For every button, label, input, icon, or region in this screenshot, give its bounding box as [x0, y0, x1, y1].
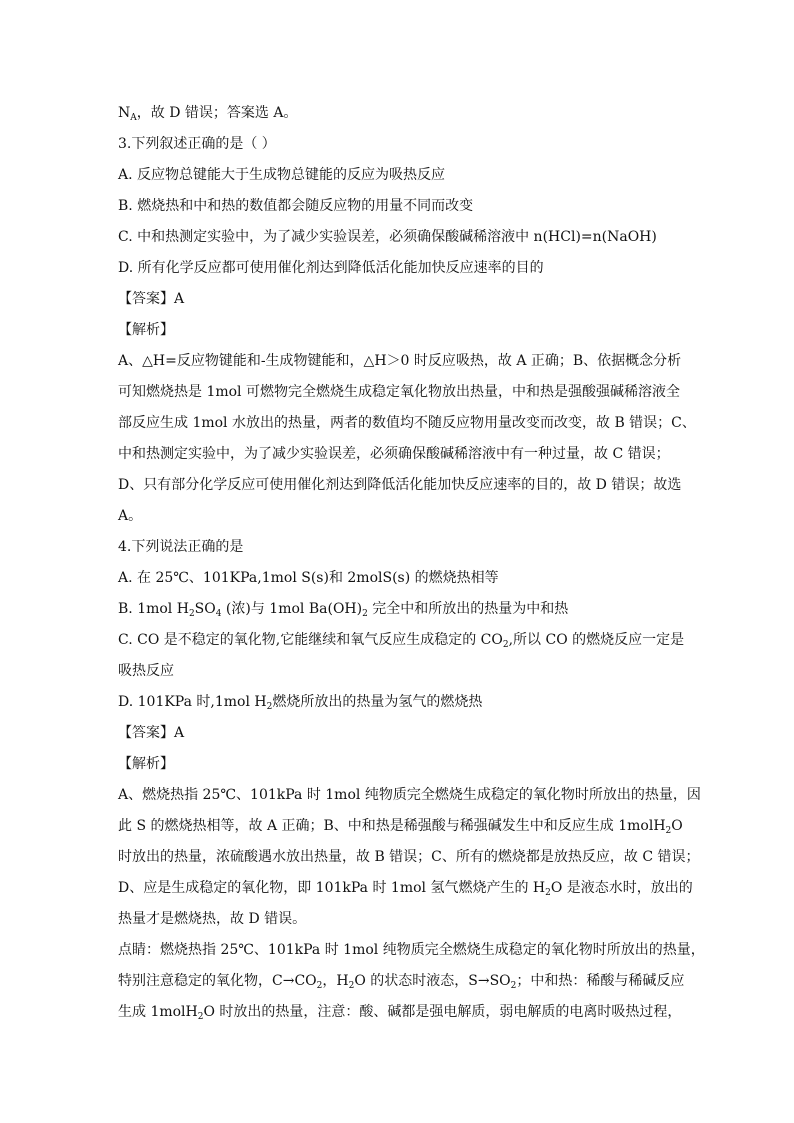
- q3-option-a: A. 反应物总键能大于生成物总键能的反应为吸热反应: [118, 167, 446, 183]
- q4-note-line-3: [118, 1002, 683, 1027]
- q3-analysis-line-6: A。: [118, 508, 143, 524]
- text: O 是液态水时，放出的: [550, 880, 693, 896]
- q3-analysis-line-1: A、△H=反应物键能和-生成物键能和，△H＞0 时反应吸热，故 A 正确；B、依据概念分析: [118, 353, 682, 369]
- text: N: [118, 105, 131, 121]
- q4-option-c-line-1: [118, 630, 683, 655]
- subscript: 2: [188, 609, 195, 619]
- text: 特别注意稳定的氧化物，C→CO: [118, 973, 317, 989]
- subscript: 2: [266, 702, 273, 712]
- q3-option-c: C. 中和热测定实验中，为了减少实验误差，必须确保酸碱稀溶液中 n(HCl)=n(NaOH): [118, 229, 657, 245]
- q4-analysis-heading: 【解析】: [118, 756, 174, 772]
- subscript: 2: [502, 640, 509, 650]
- q4-option-b: [118, 599, 678, 624]
- q4-note-line-1: 点睛：燃烧热指 25℃、101kPa 时 1mol 纯物质完全燃烧生成稳定的氧化物时所放出的热量，: [118, 942, 705, 958]
- text: 燃烧所放出的热量为氢气的燃烧热: [272, 694, 483, 710]
- text: B. 1mol H: [118, 601, 189, 617]
- subscript: 2: [197, 1012, 204, 1022]
- subscript: 2: [510, 981, 517, 991]
- text: 此 S 的燃烧热相等，故 A 正确；B、中和热是稀强酸与稀强碱发生中和反应生成 1molH: [118, 818, 666, 834]
- q3-analysis-line-3: 部反应生成 1mol 水放出的热量，两者的数值均不随反应物用量改变而改变，故 B 错误；C、: [118, 415, 696, 431]
- text: 生成 1molH: [118, 1004, 198, 1020]
- text: SO: [194, 601, 216, 617]
- q4-title: 4.下列说法正确的是: [118, 539, 244, 555]
- q4-analysis-line-1: A、燃烧热指 25℃、101kPa 时 1mol 纯物质完全燃烧生成稳定的氧化物时所放出的热量，因: [118, 787, 701, 803]
- q3-analysis-line-4: 中和热测定实验中，为了减少实验误差，必须确保酸碱稀溶液中有一种过量，故 C 错误；: [118, 446, 670, 462]
- q4-option-d: [118, 692, 678, 717]
- text: D. 101KPa 时,1mol H: [118, 694, 267, 710]
- q4-analysis-line-3: 时放出的热量，浓硫酸遇水放出热量，故 B 错误；C、所有的燃烧都是放热反应，故 C 错误；: [118, 849, 700, 865]
- q4-option-c-line-2: 吸热反应: [118, 663, 174, 679]
- subscript: 2: [316, 981, 323, 991]
- q3-analysis-line-5: D、只有部分化学反应可使用催化剂达到降低活化能加快反应速率的目的，故 D 错误；故选: [118, 477, 682, 493]
- text: ,所以 CO 的燃烧反应一定是: [508, 632, 685, 648]
- q3-analysis-heading: 【解析】: [118, 322, 174, 338]
- subscript: 2: [348, 981, 355, 991]
- q4-note-line-2: [118, 971, 683, 996]
- subscript: 2: [665, 826, 672, 836]
- q4-option-a: A. 在 25℃、101KPa,1mol S(s)和 2molS(s) 的燃烧热相等: [118, 570, 499, 586]
- text: O 的状态时液态，S→SO: [354, 973, 511, 989]
- text: C. CO 是不稳定的氧化物,它能继续和氧气反应生成稳定的 CO: [118, 632, 503, 648]
- text: ；中和热：稀酸与稀碱反应: [516, 973, 685, 989]
- q4-analysis-line-5: 热量才是燃烧热，故 D 错误。: [118, 911, 307, 927]
- q3-option-d: D. 所有化学反应都可使用催化剂达到降低活化能加快反应速率的目的: [118, 260, 544, 276]
- q3-option-b: B. 燃烧热和中和热的数值都会随反应物的用量不同而改变: [118, 198, 474, 214]
- subscript: 4: [215, 609, 222, 619]
- prev-answer-line: [118, 103, 678, 128]
- q3-title: 3.下列叙述正确的是（ ）: [118, 136, 276, 152]
- subscript: A: [130, 113, 137, 123]
- text: ，故 D 错误；答案选 A。: [136, 105, 298, 121]
- q4-analysis-line-4: [118, 878, 693, 903]
- q3-analysis-line-2: 可知燃烧热是 1mol 可燃物完全燃烧生成稳定氧化物放出热量，中和热是强酸强碱稀溶液全: [118, 384, 680, 400]
- text: 完全中和所放出的热量为中和热: [367, 601, 569, 617]
- subscript: 2: [545, 888, 551, 898]
- text: (浓)与 1mol Ba(OH): [221, 601, 363, 617]
- text: O: [671, 818, 683, 834]
- text: ，H: [322, 973, 349, 989]
- text: O 时放出的热量，注意：酸、碱都是强电解质，弱电解质的电离时吸热过程，: [203, 1004, 682, 1020]
- q3-answer: 【答案】A: [118, 291, 185, 307]
- subscript: 2: [362, 609, 368, 619]
- text: D、应是生成稳定的氧化物，即 101kPa 时 1mol 氢气燃烧产生的 H: [118, 880, 546, 896]
- q4-answer: 【答案】A: [118, 725, 185, 741]
- q4-analysis-line-2: [118, 816, 683, 841]
